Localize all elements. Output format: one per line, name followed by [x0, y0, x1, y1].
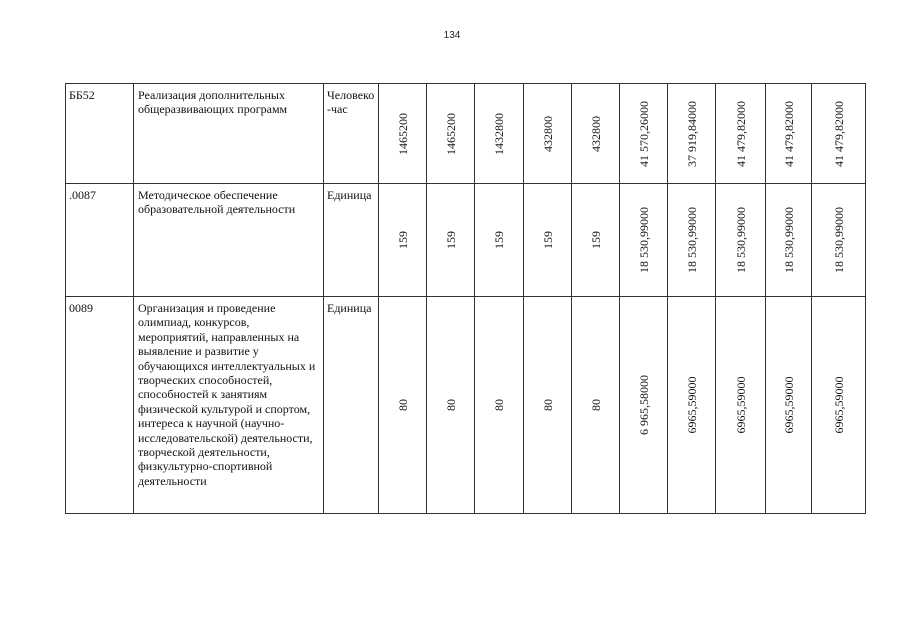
- value-cell: [766, 184, 812, 297]
- value-cell: [620, 297, 668, 514]
- value-text: 159: [395, 231, 410, 249]
- value-cell: [475, 184, 524, 297]
- value-text: 6965,59000: [733, 376, 748, 434]
- value-cell: [812, 184, 866, 297]
- value-cell: [812, 84, 866, 184]
- value-cell: [524, 184, 572, 297]
- value-text: 18 530,99000: [733, 207, 748, 273]
- row-unit: Единица: [324, 297, 379, 514]
- value-cell: [668, 184, 716, 297]
- table-row: [66, 297, 866, 514]
- value-text: 6965,59000: [781, 376, 796, 434]
- table-row: [66, 184, 866, 297]
- table-row: [66, 84, 866, 184]
- value-text: 41 479,82000: [781, 100, 796, 167]
- value-text: 41 570,26000: [636, 100, 651, 167]
- row-description: Реализация дополнительных общеразвивающих программ: [134, 84, 324, 184]
- value-cell: [427, 184, 475, 297]
- row-unit: Человеко -час: [324, 84, 379, 184]
- value-cell: [668, 84, 716, 184]
- value-cell: [716, 297, 766, 514]
- value-text: 1432800: [491, 112, 506, 155]
- value-text: 6965,59000: [684, 376, 699, 434]
- value-text: 432800: [588, 115, 603, 152]
- value-cell: [766, 297, 812, 514]
- value-text: 41 479,82000: [733, 100, 748, 167]
- value-text: 80: [395, 399, 410, 411]
- page-number: 134: [443, 30, 461, 41]
- value-text: 159: [491, 231, 506, 249]
- value-cell: [620, 184, 668, 297]
- value-cell: [716, 184, 766, 297]
- value-cell: [379, 297, 427, 514]
- value-text: 18 530,99000: [831, 207, 846, 273]
- row-description: Методическое обеспечение образовательной деятельности: [134, 184, 324, 297]
- value-cell: [716, 84, 766, 184]
- value-cell: [524, 297, 572, 514]
- value-cell: [475, 297, 524, 514]
- value-text: 6965,59000: [831, 376, 846, 434]
- value-text: 80: [443, 399, 458, 411]
- value-cell: [427, 84, 475, 184]
- value-text: 1465200: [395, 112, 410, 155]
- row-code: .0087: [66, 184, 134, 297]
- value-text: 159: [540, 231, 555, 249]
- value-text: 80: [588, 399, 603, 411]
- value-text: 18 530,99000: [684, 207, 699, 273]
- value-cell: [620, 84, 668, 184]
- row-code: 0089: [66, 297, 134, 514]
- value-cell: [766, 84, 812, 184]
- value-cell: [668, 297, 716, 514]
- value-cell: [379, 184, 427, 297]
- value-cell: [427, 297, 475, 514]
- value-text: 80: [540, 399, 555, 411]
- value-text: 6 965,58000: [636, 375, 651, 435]
- value-cell: [524, 84, 572, 184]
- value-cell: [572, 297, 620, 514]
- value-text: 432800: [540, 115, 555, 152]
- value-cell: [379, 84, 427, 184]
- value-cell: [572, 84, 620, 184]
- row-unit: Единица: [324, 184, 379, 297]
- value-text: 41 479,82000: [831, 100, 846, 167]
- value-cell: [475, 84, 524, 184]
- row-code: ББ52: [66, 84, 134, 184]
- value-cell: [812, 297, 866, 514]
- value-cell: [572, 184, 620, 297]
- data-table: [65, 83, 866, 514]
- value-text: 159: [443, 231, 458, 249]
- value-text: 18 530,99000: [781, 207, 796, 273]
- value-text: 18 530,99000: [636, 207, 651, 273]
- row-description: Организация и проведение олимпиад, конкурсов, мероприятий, направленных на выявление и развитие у обучающихся интеллектуальных и творческих способностей, способностей к занятиям физической культурой и спортом, интереса к научной (научно-исследовательской) деятельности, творческой деятельности, физкультурно-спортивной деятельности: [134, 297, 324, 514]
- value-text: 159: [588, 231, 603, 249]
- value-text: 80: [491, 399, 506, 411]
- value-text: 37 919,84000: [684, 100, 699, 167]
- value-text: 1465200: [443, 112, 458, 155]
